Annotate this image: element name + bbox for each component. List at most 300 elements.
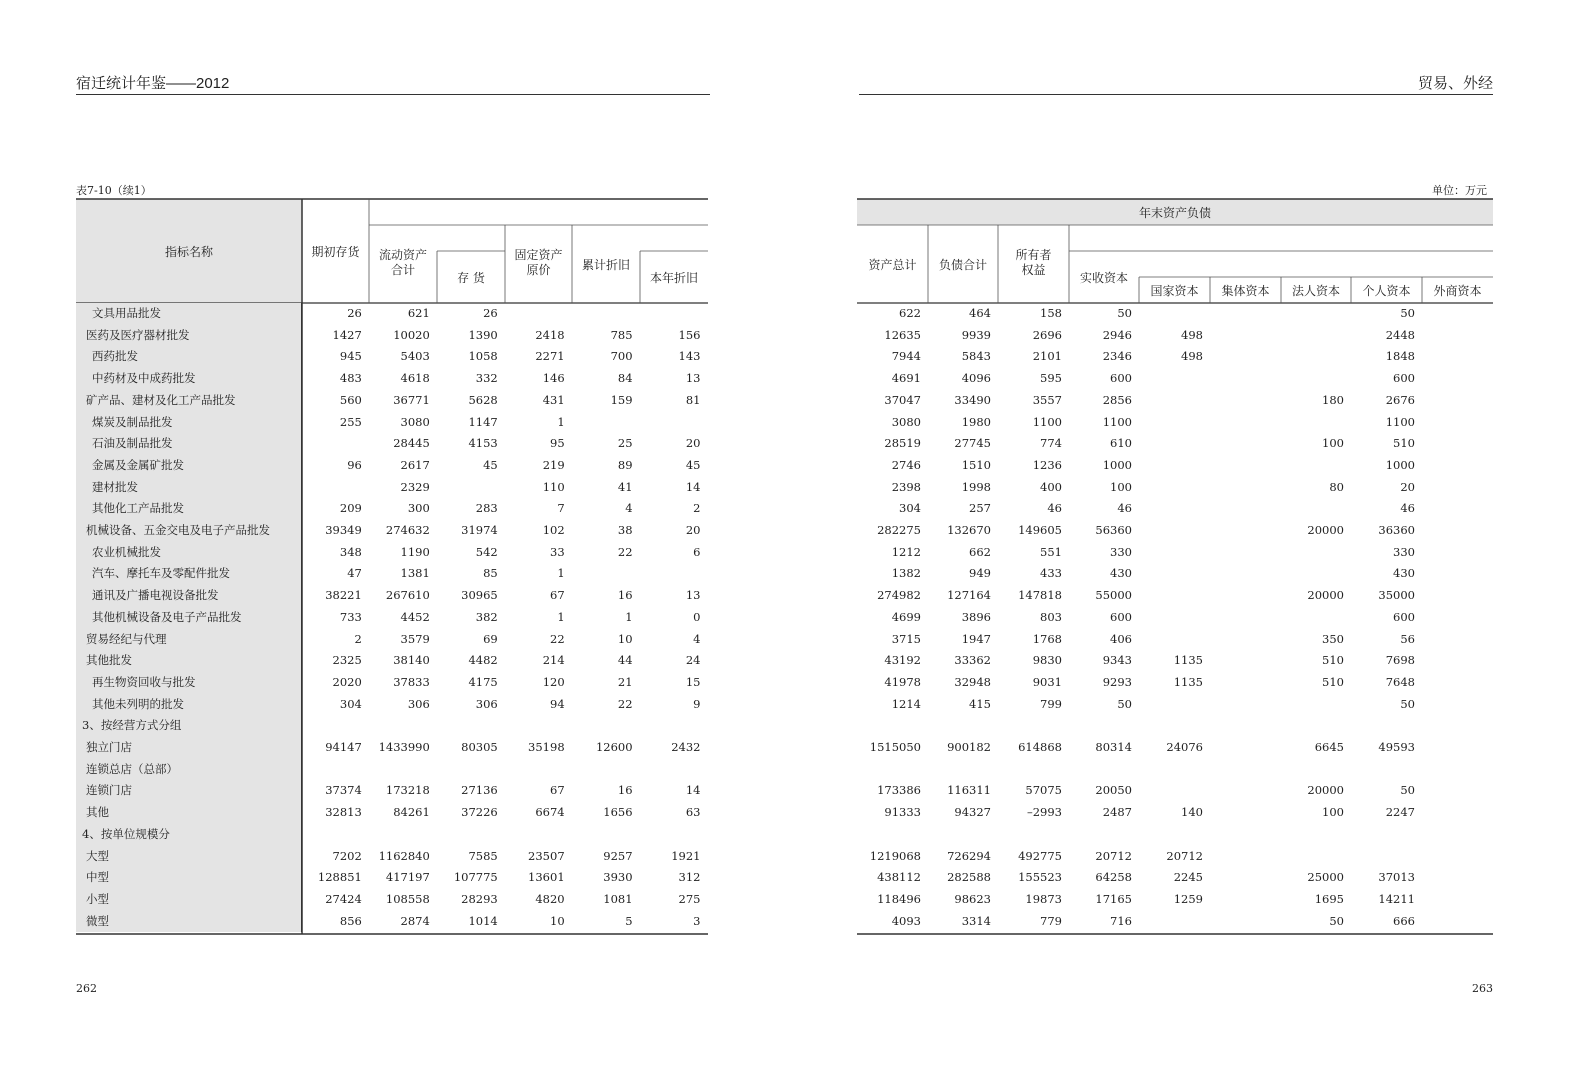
table-cell [572,759,640,781]
table-cell: 80 [1329,479,1344,494]
table-cell: 5403 [400,349,430,364]
table-cell: 803 [1040,609,1062,624]
table-row [76,433,708,455]
table-cell: 5628 [468,392,498,407]
table-cell: 779 [1040,913,1062,928]
table-cell [1281,412,1351,434]
table-cell: 2874 [400,913,430,928]
table-cell: 716 [1110,913,1132,928]
page-number-right: 263 [1472,982,1493,995]
table-cell: 47 [347,566,362,581]
table-cell: 50 [1400,783,1415,798]
table-cell: 7585 [468,848,498,863]
table-cell: 24 [685,653,701,668]
col-header-year-depr: 本年折旧 [649,271,698,285]
table-cell: 20050 [1095,783,1132,798]
table-cell: 3 [693,913,701,928]
table-row [857,867,1493,889]
row-label: 其他未列明的批发 [76,694,302,716]
table-cell: 2245 [1173,870,1203,885]
table-cell [1281,846,1351,868]
table-cell: 415 [969,696,991,711]
table-cell: 45 [685,457,701,472]
table-cell: 560 [339,392,362,407]
table-cell: 96 [347,457,362,472]
table-cell: 492775 [1018,848,1062,863]
table-cell: 3896 [961,609,991,624]
table-cell [1351,824,1422,846]
table-cell: 1259 [1173,891,1203,906]
table-cell: 621 [407,306,430,320]
col-header-accum-depr: 累计折旧 [581,258,630,272]
table-cell: 9 [693,696,701,711]
col-header-total-liab: 负债合计 [938,258,987,272]
table-cell [1210,911,1281,933]
table-row [76,715,708,737]
table-cell: 1390 [468,327,498,342]
table-cell [1139,542,1210,564]
table-cell [572,824,640,846]
table-cell: 20712 [1166,848,1203,863]
table-cell: 4153 [468,436,498,451]
table-cell [437,715,505,737]
table-row [76,824,708,846]
table-cell: 36360 [1378,523,1415,538]
table-cell [857,759,928,781]
book-title: 宿迁统计年鉴——2012 [76,75,230,92]
table-cell [1139,455,1210,477]
table-cell [1210,759,1281,781]
table-cell: 20 [685,436,701,451]
table-cell: 2432 [671,740,701,755]
table-cell: 1147 [468,414,498,429]
table-cell: 306 [407,696,430,711]
table-cell [1422,433,1493,455]
row-label: 再生物资回收与批发 [76,672,302,694]
row-label: 农业机械批发 [76,542,302,564]
table-cell: 1014 [468,913,498,928]
section-title: 贸易、外经 [1417,75,1493,92]
col-header-group: 年末资产负债 [1138,206,1211,220]
table-cell: 283 [475,501,498,516]
table-cell: 1947 [961,631,991,646]
table-cell: 56 [1400,631,1415,646]
table-cell [302,759,369,781]
col-header-personal: 个人资本 [1362,284,1411,298]
table-cell: 13601 [528,870,565,885]
table-cell: 50 [1117,696,1132,711]
table-cell [1281,563,1351,585]
table-cell [1139,433,1210,455]
table-cell: 50 [1400,306,1415,320]
table-row [76,911,708,933]
table-cell [1210,824,1281,846]
table-cell: 10 [617,631,633,646]
row-label: 通讯及广播电视设备批发 [76,585,302,607]
table-cell [1210,477,1281,499]
table-cell [1422,759,1493,781]
table-cell: 41978 [884,674,921,689]
row-label: 连锁总店（总部） [76,759,302,781]
table-cell: 95 [550,436,565,451]
table-cell [437,759,505,781]
table-cell: 102 [542,523,565,538]
table-cell [998,715,1069,737]
table-cell: 13 [685,588,701,603]
table-cell: 156 [678,327,701,342]
table-cell [1422,802,1493,824]
col-header-paid-in: 实收资本 [1079,271,1128,285]
table-cell: 2746 [891,457,921,472]
table-cell: 16 [617,783,633,798]
table-cell: 1515050 [869,740,921,755]
table-row [857,390,1493,412]
table-cell [1422,346,1493,368]
table-row [76,737,708,759]
table-cell: 128851 [317,870,362,885]
table-cell: 31974 [461,523,498,538]
table-cell [1210,672,1281,694]
table-cell [505,715,572,737]
table-row [857,911,1493,933]
table-cell: 2271 [535,349,565,364]
table-cell [1422,520,1493,542]
row-label: 4、按单位规模分 [76,824,302,846]
table-cell: 275 [678,891,701,906]
table-cell [1210,455,1281,477]
table-cell [437,477,505,499]
table-row [76,780,708,802]
table-cell [369,824,437,846]
table-cell: 1695 [1314,891,1344,906]
table-cell: 382 [475,609,498,624]
row-label: 建材批发 [76,477,302,499]
table-cell: 94 [550,696,565,711]
table-cell: 45 [483,457,498,472]
table-cell [572,303,640,325]
table-cell: 7 [557,501,565,516]
table-cell: 255 [339,414,362,429]
row-label: 大型 [76,846,302,868]
row-label: 其他化工产品批发 [76,498,302,520]
table-cell: 6 [693,544,701,559]
table-cell: 2418 [535,327,565,342]
table-cell: 2946 [1102,327,1132,342]
table-cell: 1100 [1032,414,1062,429]
table-cell [1422,867,1493,889]
table-cell: 81 [685,392,701,407]
table-cell: 84261 [393,805,430,820]
table-cell: 27745 [954,436,991,451]
table-cell: 2398 [891,479,921,494]
table-cell [1281,303,1351,325]
table-row [857,629,1493,651]
table-cell: 12635 [884,327,921,342]
table-cell [1139,520,1210,542]
table-cell [1422,715,1493,737]
table-cell: 2617 [400,457,430,472]
table-cell: 433 [1040,566,1062,581]
table-cell: 33362 [954,653,991,668]
table-cell: 39349 [325,523,362,538]
table-cell: 1 [557,609,565,624]
table-cell [1281,325,1351,347]
table-cell: 20 [1400,479,1415,494]
table-cell [1281,715,1351,737]
table-cell: 10 [550,913,565,928]
table-cell [1210,412,1281,434]
table-cell: 4618 [400,371,430,386]
table-cell: 945 [339,349,362,364]
table-cell: 610 [1110,436,1132,451]
table-row [857,477,1493,499]
table-cell: 36771 [393,392,430,407]
table-cell [1422,498,1493,520]
table-cell: 63 [685,805,701,820]
table-row [857,759,1493,781]
table-cell [1139,759,1210,781]
table-cell: 69 [483,631,498,646]
table-cell: 14211 [1378,891,1415,906]
table-cell [1139,715,1210,737]
table-row [857,694,1493,716]
table-cell [1210,520,1281,542]
table-cell: 26 [483,306,498,320]
row-label: 西药批发 [76,346,302,368]
table-cell [1210,563,1281,585]
table-cell [1422,824,1493,846]
table-cell: 498 [1181,327,1203,342]
table-row [857,303,1493,325]
table-cell: 1212 [891,544,921,559]
table-cell: 1427 [332,327,362,342]
table-cell: 50 [1329,913,1344,928]
col-header-owner-equity: 所有者 权益 [1015,248,1052,277]
table-cell [1422,846,1493,868]
table-row [76,650,708,672]
table-cell: 37833 [393,674,430,689]
table-row [857,650,1493,672]
table-cell: 2346 [1102,349,1132,364]
row-label: 矿产品、建材及化工产品批发 [76,390,302,412]
table-cell: 0 [693,609,701,624]
table-cell [437,824,505,846]
table-cell: 12600 [595,740,633,755]
table-cell [1210,715,1281,737]
table-cell [1139,607,1210,629]
table-cell: 27136 [461,783,498,798]
table-cell: 37374 [325,783,362,798]
table-cell: 25 [617,436,633,451]
table-row [857,433,1493,455]
table-cell: 733 [339,609,362,624]
table-cell [857,715,928,737]
table-cell: 13 [685,371,701,386]
table-cell: 6674 [535,805,565,820]
table-cell: 15 [685,674,701,689]
table-cell [1281,542,1351,564]
table-cell [1351,759,1422,781]
row-label: 其他 [76,802,302,824]
table-cell: 100 [1322,805,1344,820]
table-cell: 37047 [884,392,921,407]
table-row [857,715,1493,737]
table-row [76,520,708,542]
table-cell: 6645 [1314,740,1344,755]
table-cell: 595 [1040,371,1062,386]
table-cell: 7698 [1385,653,1415,668]
table-cell: 80314 [1095,740,1132,755]
table-cell [1422,911,1493,933]
table-row [857,846,1493,868]
table-cell: 5 [625,913,633,928]
table-cell: 3930 [603,870,633,885]
col-header-foreign: 外商资本 [1433,284,1482,298]
left-data-table [76,303,708,932]
table-cell: 9293 [1102,674,1132,689]
table-cell: 35198 [528,740,565,755]
table-cell: 4820 [535,891,565,906]
table-row [857,607,1493,629]
row-label: 中型 [76,867,302,889]
table-cell [1210,542,1281,564]
table-cell: 2325 [332,653,362,668]
table-cell: 1382 [891,566,921,581]
table-cell [1422,542,1493,564]
table-cell: 304 [899,501,921,516]
table-cell: 600 [1110,371,1132,386]
table-cell: 431 [542,392,565,407]
table-cell: 267610 [385,588,430,603]
table-cell: 94147 [325,740,362,755]
table-row [857,498,1493,520]
table-cell: 7944 [891,349,921,364]
table-cell: 2247 [1385,805,1415,820]
table-cell [1210,867,1281,889]
table-cell: 28445 [393,436,430,451]
table-row [857,346,1493,368]
table-cell [369,715,437,737]
table-cell: 110 [542,479,565,494]
table-cell: 120 [542,674,565,689]
table-cell: 1433990 [378,740,430,755]
table-cell [1422,629,1493,651]
table-cell: 257 [969,501,991,516]
table-cell: 4482 [468,653,498,668]
table-row [76,325,708,347]
table-cell: 46 [1047,501,1062,516]
table-cell: 16 [617,588,633,603]
table-cell: 67 [550,783,565,798]
table-cell [1422,737,1493,759]
table-cell: 1214 [891,696,921,711]
table-cell: 622 [899,306,921,320]
table-cell [1210,303,1281,325]
table-cell: 20712 [1095,848,1132,863]
table-cell [928,824,998,846]
table-cell: 510 [1393,436,1415,451]
table-cell [1281,346,1351,368]
table-cell: 38140 [393,653,430,668]
table-cell: 21 [617,674,633,689]
table-cell: 1100 [1385,414,1415,429]
table-cell [1139,629,1210,651]
col-header-state: 国家资本 [1150,284,1199,298]
table-cell [302,715,369,737]
right-page [780,0,1587,1077]
table-cell: 282275 [877,523,921,538]
table-cell [1210,390,1281,412]
table-cell [1210,325,1281,347]
table-cell: 400 [1040,479,1062,494]
table-cell [1139,368,1210,390]
table-cell: 542 [475,544,498,559]
table-cell [1210,368,1281,390]
table-cell: 330 [1393,544,1415,559]
unit-label: 单位：万元 [1432,184,1487,197]
table-cell [1139,412,1210,434]
table-cell: 33490 [954,392,991,407]
table-cell: 14 [685,783,701,798]
table-cell [640,303,708,325]
table-cell: 2856 [1102,392,1132,407]
table-row [76,694,708,716]
table-cell: 1000 [1102,457,1132,472]
table-cell [1210,802,1281,824]
table-row [76,607,708,629]
table-cell: 44 [617,653,633,668]
table-cell: 64258 [1095,870,1132,885]
table-cell: 430 [1110,566,1132,581]
table-cell [1281,607,1351,629]
table-cell [640,563,708,585]
table-cell: 98623 [954,891,991,906]
table-cell [640,759,708,781]
table-cell: 662 [969,544,991,559]
table-cell [1139,780,1210,802]
table-cell: 2 [693,501,701,516]
table-cell: 332 [475,371,498,386]
table-row [76,542,708,564]
table-cell: 551 [1040,544,1062,559]
table-cell: 464 [969,306,991,320]
col-header-opening-inventory: 期初存货 [311,245,360,259]
table-row [76,759,708,781]
table-cell: 33 [550,544,565,559]
table-cell [1139,585,1210,607]
table-cell [1422,390,1493,412]
row-label: 中药材及中成药批发 [76,368,302,390]
table-cell: 600 [1393,371,1415,386]
table-cell [302,477,369,499]
table-cell: 100 [1110,479,1132,494]
table-cell: –2993 [1026,805,1062,820]
table-row [76,477,708,499]
table-cell: 2487 [1102,805,1132,820]
table-cell: 726294 [947,848,991,863]
table-row [857,780,1493,802]
table-cell [1422,563,1493,585]
table-cell [998,824,1069,846]
table-cell [928,759,998,781]
col-header-inventory: 存 货 [457,271,485,285]
table-cell: 614868 [1018,740,1062,755]
table-cell [1139,303,1210,325]
table-cell: 20000 [1307,588,1344,603]
table-row [857,563,1493,585]
table-cell: 348 [339,544,362,559]
table-cell [1139,477,1210,499]
